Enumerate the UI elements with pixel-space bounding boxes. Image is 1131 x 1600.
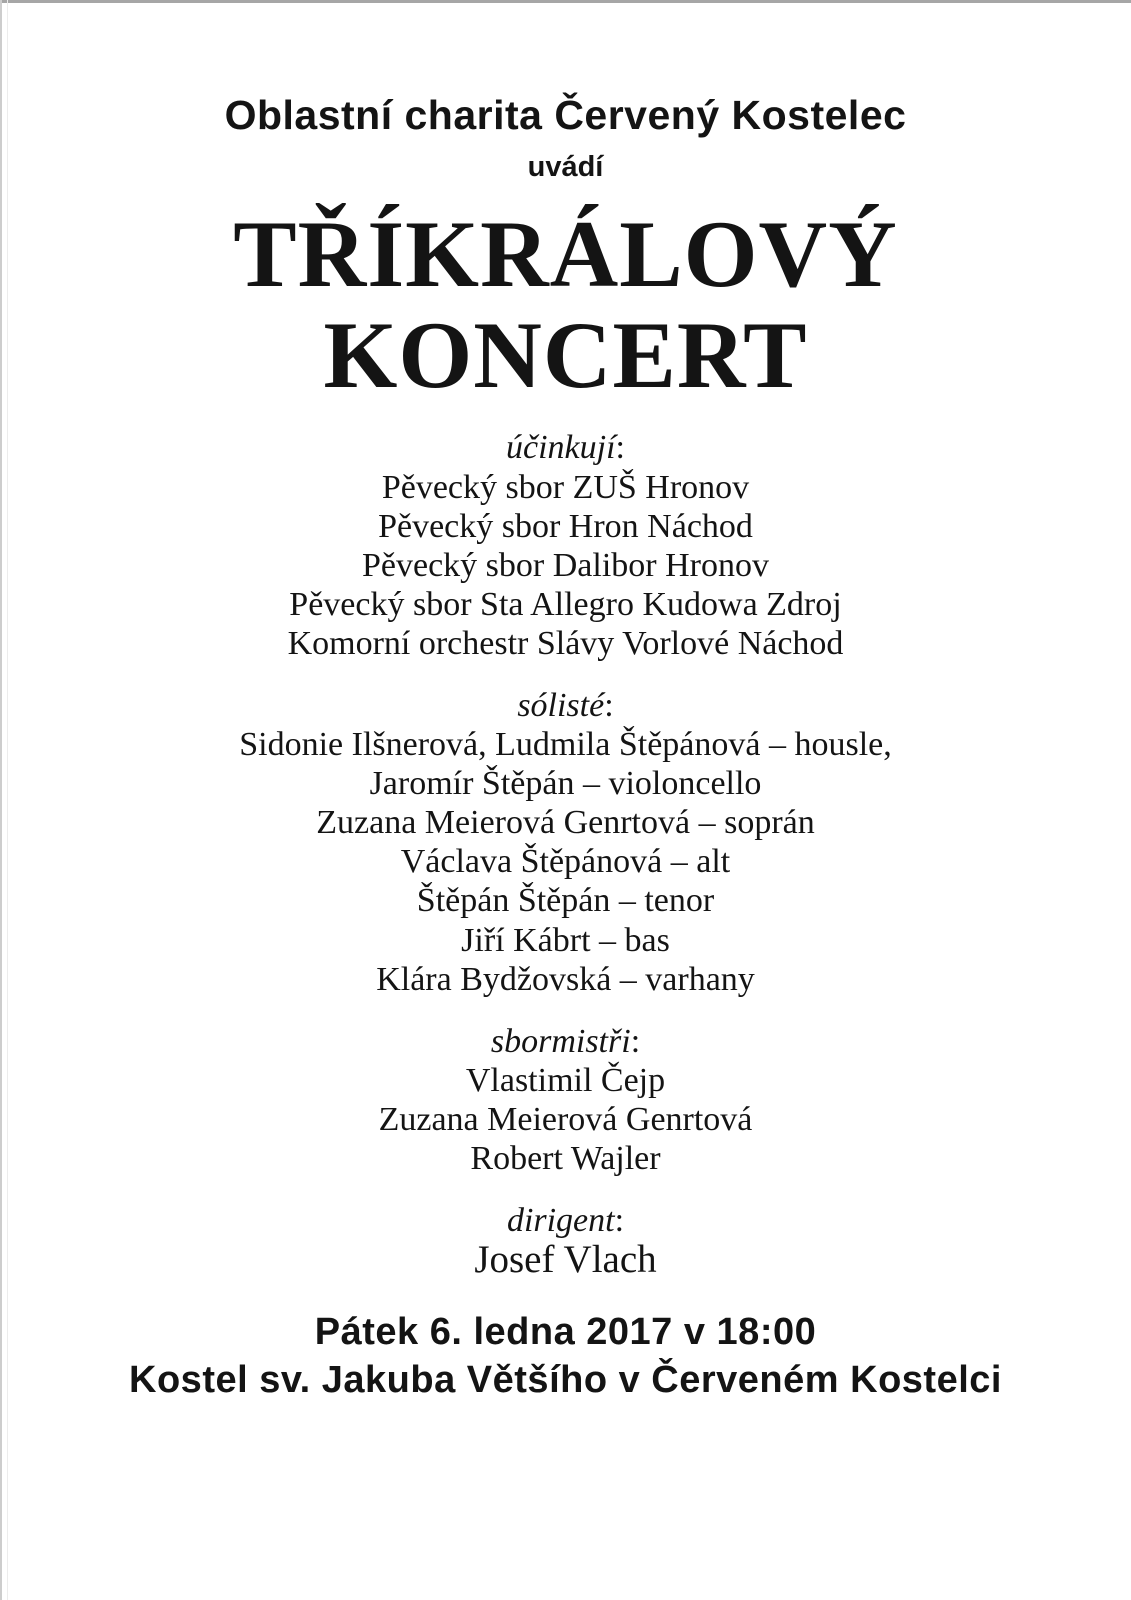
choirmaster-line: Robert Wajler: [470, 1140, 661, 1177]
choirmaster-line: Zuzana Meierová Genrtová: [378, 1100, 753, 1138]
section-heading-sbormistri: [0, 1022, 1131, 1061]
section-heading-sbormistri-colon: :: [630, 1022, 641, 1060]
section-heading-sbormistri-label: sbormistři: [490, 1022, 631, 1060]
section-heading-dirigent-label: dirigent: [506, 1202, 615, 1240]
scan-edge-left-inner: [7, 0, 8, 1600]
performer-line: Pěvecký sbor ZUŠ Hronov: [381, 468, 750, 506]
event-datetime: Pátek 6. ledna 2017 v 18:00: [314, 1311, 817, 1354]
performer-line: Pěvecký sbor Hron Náchod: [378, 507, 753, 545]
soloist-line: Sidonie Ilšnerová, Ludmila Štěpánová – housle,: [239, 726, 892, 764]
soloist-line: Štěpán Štěpán – tenor: [416, 882, 715, 920]
section-heading-ucinkuji-colon: :: [615, 429, 625, 467]
conductor-line: Josef Vlach: [474, 1238, 657, 1282]
soloist-line: Václava Štěpánová – alt: [400, 843, 731, 881]
performer-line: Pěvecký sbor Sta Allegro Kudowa Zdroj: [289, 585, 842, 623]
section-heading-dirigent-colon: :: [614, 1202, 625, 1240]
scan-edge-top: [0, 0, 1131, 3]
scan-edge-left: [0, 0, 2, 1600]
section-heading-soliste-colon: :: [604, 686, 614, 724]
section-heading-soliste: [0, 686, 1131, 725]
performer-line: Pěvecký sbor Dalibor Hronov: [362, 546, 769, 584]
event-details: [0, 1309, 1131, 1405]
poster-title-line2: KONCERT: [323, 301, 808, 408]
section-heading-ucinkuji: [0, 428, 1131, 467]
event-venue: Kostel sv. Jakuba Většího v Červeném Kostelci: [129, 1359, 1002, 1401]
soloist-line: Zuzana Meierová Genrtová – soprán: [316, 804, 815, 842]
section-heading-ucinkuji-label: účinkují: [506, 429, 616, 467]
organization-name: Oblastní charita Červený Kostelec: [224, 92, 907, 138]
soloist-line: Jaromír Štěpán – violoncello: [369, 765, 762, 803]
poster-title: [0, 201, 1131, 408]
presents-line: uvádí: [527, 151, 604, 184]
soloist-line: Klára Bydžovská – varhany: [376, 960, 755, 998]
soloist-line: Jiří Kábrt – bas: [461, 921, 670, 959]
section-heading-soliste-label: sólisté: [517, 686, 605, 724]
performer-line: Komorní orchestr Slávy Vorlové Náchod: [287, 624, 844, 662]
poster-title-line1: TŘÍKRÁLOVÝ: [233, 201, 898, 308]
choirmaster-line: Vlastimil Čejp: [465, 1061, 666, 1099]
section-heading-dirigent: [0, 1201, 1131, 1240]
